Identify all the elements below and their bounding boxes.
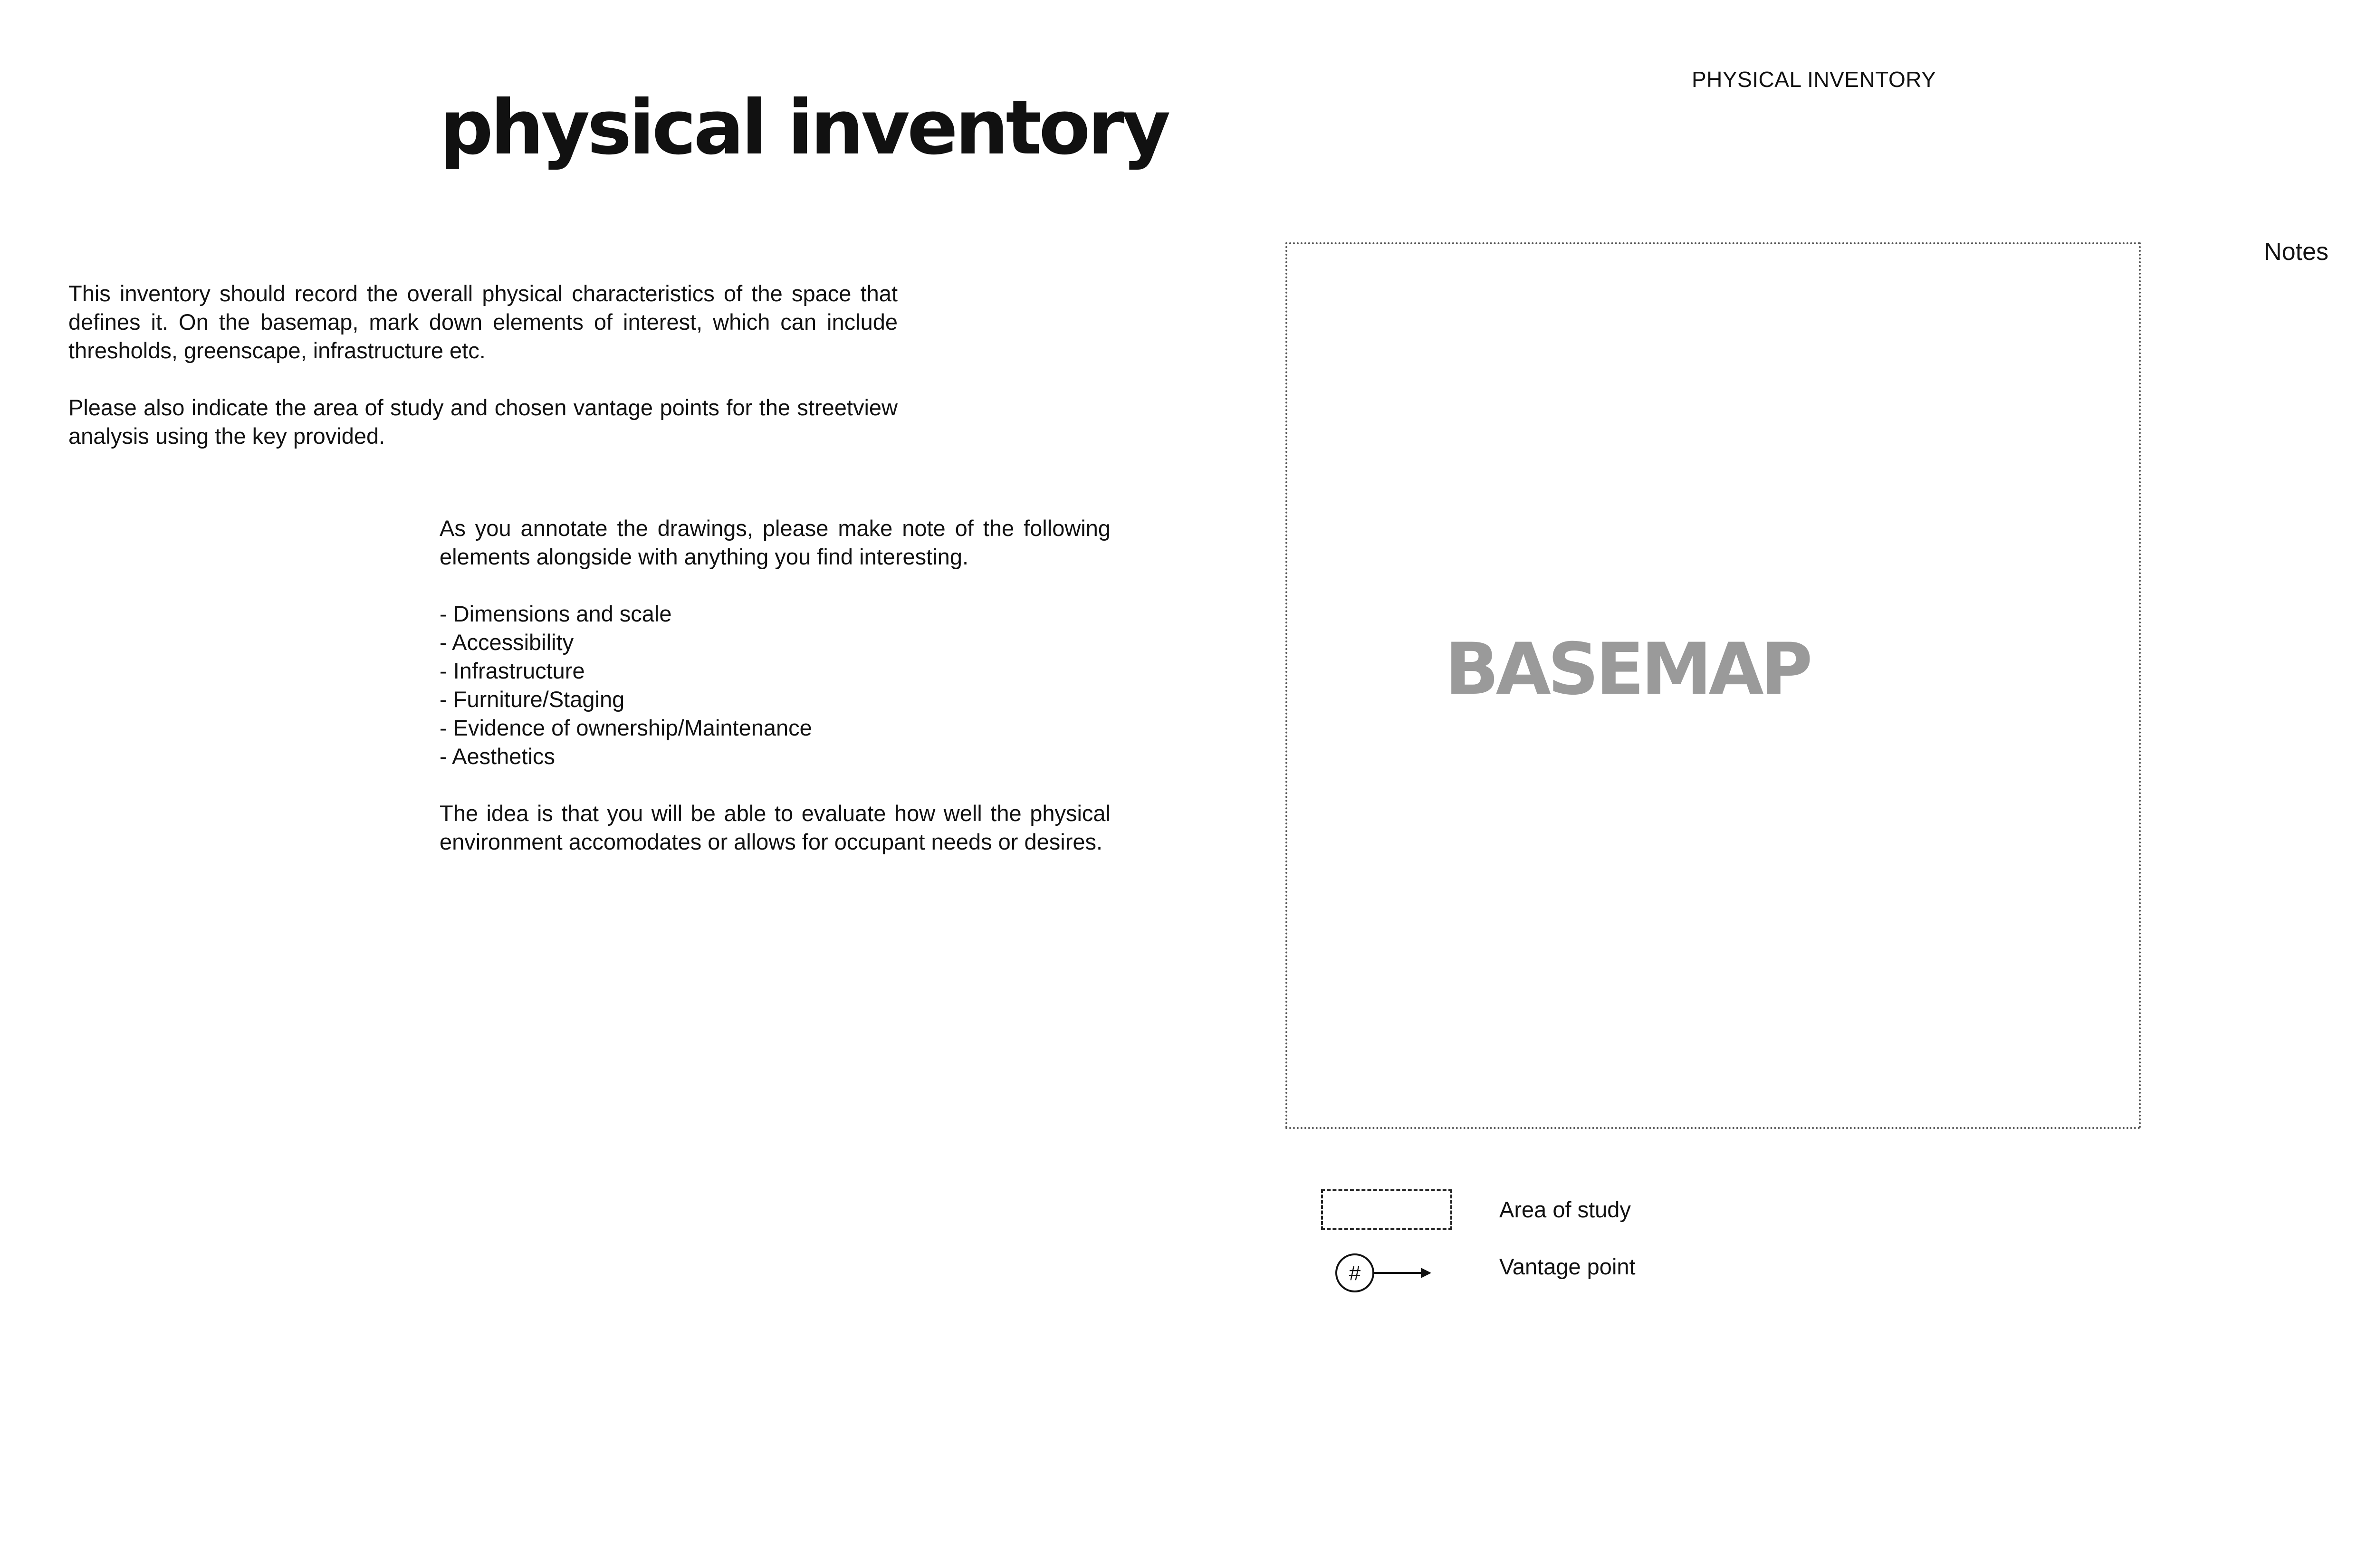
annotation-lead: As you annotate the drawings, please make note of the following elements alongside with anything you find interesting. — [440, 516, 1111, 569]
annotation-guide — [440, 514, 1111, 856]
basemap-placeholder-label: BASEMAP — [1445, 628, 1810, 711]
vantage-number-symbol: # — [1349, 1262, 1361, 1285]
notes-label: Notes — [2264, 238, 2328, 266]
page-title: physical inventory — [440, 84, 1168, 172]
vantage-arrow-head-icon — [1421, 1268, 1431, 1278]
legend-area-of-study-label: Area of study — [1499, 1197, 1631, 1222]
annotation-checklist — [440, 600, 1111, 771]
checklist-item: - Evidence of ownership/Maintenance — [440, 715, 812, 740]
legend-area-of-study-symbol — [1321, 1189, 1452, 1230]
annotation-closing: The idea is that you will be able to evaluate how well the physical environment accomodates or allows for occupant needs or desires. — [440, 801, 1111, 854]
checklist-item: - Infrastructure — [440, 658, 585, 683]
intro-paragraph: This inventory should record the overall physical characteristics of the space that defines it. On the basemap, mark down elements of interest, which can include thresholds, greenscape, infrastructure etc. — [68, 281, 898, 363]
legend-vantage-point-label: Vantage point — [1499, 1254, 1636, 1279]
checklist-item: - Furniture/Staging — [440, 687, 625, 712]
checklist-item: - Aesthetics — [440, 744, 555, 769]
section-label: PHYSICAL INVENTORY — [1692, 67, 1936, 92]
intro-paragraph: Please also indicate the area of study and chosen vantage points for the streetview analysis using the key provided. — [68, 395, 898, 449]
basemap-frame[interactable] — [1285, 242, 2141, 1129]
checklist-item: - Dimensions and scale — [440, 601, 672, 626]
checklist-item: - Accessibility — [440, 630, 574, 655]
legend-vantage-point-symbol — [1333, 1252, 1433, 1294]
intro-text — [68, 279, 898, 450]
